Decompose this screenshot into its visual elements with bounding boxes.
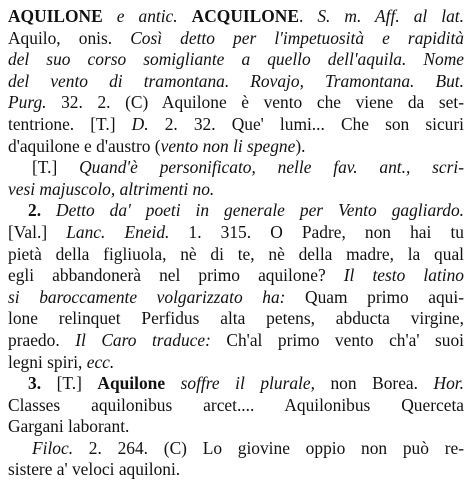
entry-text-run: Aquilone	[97, 373, 166, 394]
entry-line-5	[8, 92, 464, 114]
entry-text-run: [T.]	[32, 157, 80, 178]
entry-text-run: Hor.	[433, 373, 464, 394]
entry-text-run: [Val.]	[8, 221, 67, 242]
entry-text-run: d'aquilone e d'austro (	[8, 135, 161, 156]
entry-text-run: 2. 32. Que' lumi... Che son sicuri	[148, 113, 464, 134]
entry-text-run: si baroccamente volgarizzato ha:	[8, 286, 286, 307]
entry-text-run: D.	[131, 113, 149, 134]
entry-text-run: praedo.	[8, 329, 76, 350]
entry-text-run: Lanc. Eneid.	[66, 221, 170, 242]
entry-line-22	[8, 459, 464, 481]
entry-text-run: ).	[295, 135, 306, 156]
entry-line-7	[8, 136, 464, 158]
entry-text-run: lone relinquet Perfidus alta petens, abducta virgine,	[8, 308, 464, 329]
entry-text-run: 3.	[28, 373, 57, 394]
entry-text-run: Gargani laborant.	[8, 416, 130, 437]
entry-text-run: vesi majuscolo, altrimenti no.	[8, 178, 215, 199]
entry-line-18	[8, 373, 464, 395]
entry-text-run: Ch'al primo vento ch'a' suoi	[210, 329, 464, 350]
entry-text-run: [T.]	[56, 373, 98, 394]
entry-text-run: egli abbandonerà nel primo aquilone?	[8, 265, 344, 286]
entry-text-run: del vento di tramontana. Rovajo, Tramontana. But.	[8, 70, 464, 91]
entry-text-run: Detto da' poeti in generale per Vento gagliardo.	[56, 200, 464, 221]
entry-line-17	[8, 352, 464, 374]
entry-text-run: e antic.	[102, 6, 192, 26]
entry-text-run: 32. 2. (C) Aquilone è vento che viene da set-	[46, 92, 464, 113]
entry-text-run: legni spiri,	[8, 351, 87, 372]
entry-text-run: Il Caro traduce:	[75, 329, 211, 350]
entry-line-19	[8, 395, 464, 417]
entry-text-run: non Borea.	[330, 373, 434, 394]
entry-line-11	[8, 222, 464, 244]
entry-line-12	[8, 244, 464, 266]
entry-line-15	[8, 308, 464, 330]
entry-line-13	[8, 265, 464, 287]
entry-text-run: 2.	[28, 200, 57, 221]
entry-line-3	[8, 49, 464, 71]
entry-line-9	[8, 179, 464, 201]
entry-text-run: .	[298, 6, 318, 26]
entry-line-6	[8, 114, 464, 136]
entry-text-run: Classes aquilonibus arcet.... Aquilonibus Querceta	[8, 394, 464, 415]
entry-text-run: Aquilo, onis.	[8, 27, 131, 48]
entry-text-run: vento non li spegne	[160, 135, 296, 156]
entry-line-8	[8, 157, 464, 179]
entry-text-run: Così detto per l'impetuosità e rapidità	[130, 27, 464, 48]
entry-text-run: AQUILONE	[8, 6, 103, 26]
entry-text-run: del suo corso somigliante a quello dell'aquila. Nome	[8, 49, 464, 70]
entry-line-21	[8, 438, 464, 460]
entry-text-run: tentrione. [T.]	[8, 113, 132, 134]
entry-text-run: pietà della figliuola, nè di te, nè della madre, la qual	[8, 243, 464, 264]
entry-text-run: Quand'è personificato, nelle fav. ant., scri-	[79, 157, 464, 178]
entry-text-run: ecc.	[86, 351, 115, 372]
entry-line-20	[8, 416, 464, 438]
entry-text-run: Quam primo aqui-	[285, 286, 464, 307]
entry-line-4	[8, 71, 464, 93]
entry-text-run: Il testo latino	[343, 265, 464, 286]
entry-line-1	[8, 6, 464, 28]
entry-line-2	[8, 28, 464, 50]
entry-line-14	[8, 287, 464, 309]
entry-line-16	[8, 330, 464, 352]
entry-text-run: soffre il plurale,	[165, 373, 331, 394]
entry-text-run: Filoc.	[32, 437, 74, 458]
entry-text-run: ACQUILONE	[191, 6, 299, 26]
entry-line-10	[8, 200, 464, 222]
entry-text-run: sistere a' veloci aquiloni.	[8, 459, 181, 480]
entry-text-run: S. m. Aff. al lat.	[317, 6, 464, 26]
entry-text-run: 1. 315. O Padre, non hai tu	[169, 221, 464, 242]
entry-text-run: Purg.	[8, 92, 47, 113]
entry-text-run: 2. 264. (C) Lo giovine oppio non può re-	[73, 437, 464, 458]
